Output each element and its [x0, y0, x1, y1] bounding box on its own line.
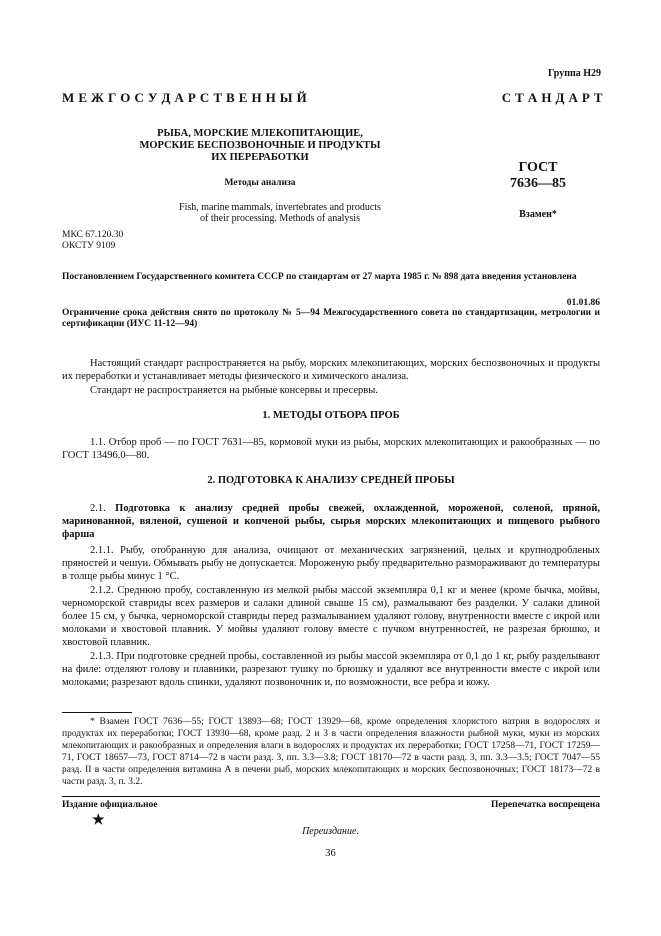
replaces-label: Взамен*	[519, 209, 557, 220]
title-line: РЫБА, МОРСКИЕ МЛЕКОПИТАЮЩИЕ,	[157, 128, 363, 139]
section-paragraph: 1.1. Отбор проб — по ГОСТ 7631—85, кормовой муки из рыбы, морских млекопитающих и ракообразных — по ГОСТ 13496.0—80.	[62, 437, 600, 461]
official-edition: Издание официальное	[62, 800, 158, 810]
title-line: ИХ ПЕРЕРАБОТКИ	[211, 152, 309, 163]
section-paragraph: 2.1.3. При подготовке средней пробы, составленной из рыбы массой экземпляра от 0,1 до 1 кг, рыбу разделывают на филе: отделяют голову и плавники, разрезают тушку по брюшку и удаляют все внутренности вместе с икрой или молоками; разрезают вдоль спинки, удаляют позвоночник и, по возможности, все ребра и кожу.	[62, 651, 600, 688]
mks-code: МКС 67.120.30	[62, 230, 124, 240]
section-paragraph: 2.1.1. Рыбу, отобранную для анализа, очищают от механических загрязнений, целых и крупнодробленых пряностей и чешуи. Обмывать рыбу не допускается. Мороженую рыбу предварительно размораживают до температуры в толще рыбы минус 1 °С.	[62, 545, 600, 582]
page-number: 36	[325, 848, 336, 859]
reprint-notice: Перепечатка воспрещена	[490, 800, 600, 810]
section-heading: 1. МЕТОДЫ ОТБОРА ПРОБ	[262, 410, 400, 421]
clause-number: 2.1.	[90, 503, 106, 514]
gost-number: 7636—85	[510, 176, 566, 191]
banner-interstate: М Е Ж Г О С У Д А Р С Т В Е Н Н Ы Й	[62, 90, 308, 105]
clause-title: Подготовка к анализу средней пробы свежей, охлажденной, мороженой, соленой, пряной, маринованной, вяленой, сушеной и копченой рыбы, сырья морских млекопитающих и пищевого рыбного фарша	[62, 503, 601, 540]
decree-text: Постановлением Государственного комитета СССР по стандартам от 27 марта 1985 г. № 898 дата введения установлена	[62, 272, 577, 282]
document-subtitle: Методы анализа	[224, 178, 296, 188]
english-title-line: of their processing. Methods of analysis	[200, 213, 360, 224]
english-title	[160, 202, 400, 224]
effective-date: 01.01.86	[566, 298, 600, 308]
footer-divider	[62, 796, 600, 797]
section-heading: 2. ПОДГОТОВКА К АНАЛИЗУ СРЕДНЕЙ ПРОБЫ	[207, 475, 455, 486]
title-line: МОРСКИЕ БЕСПОЗВОНОЧНЫЕ И ПРОДУКТЫ	[139, 140, 381, 151]
reissue-note: Переиздание.	[302, 826, 359, 837]
english-title-line: Fish, marine mammals, invertebrates and products	[179, 202, 381, 213]
okstu-code: ОКСТУ 9109	[62, 241, 116, 251]
document-title	[100, 128, 420, 164]
star-icon: ★	[92, 813, 105, 828]
intro-paragraph: Стандарт не распространяется на рыбные консервы и пресервы.	[90, 385, 378, 396]
banner-standard: С Т А Н Д А Р Т	[501, 90, 603, 105]
intro-paragraph: Настоящий стандарт распространяется на рыбу, морских млекопитающих, морских беспозвоночных и продукты их переработки и устанавливает методы физического и химического анализа.	[62, 358, 600, 382]
classification-group: Группа Н29	[548, 68, 601, 79]
classification-codes	[62, 230, 123, 252]
gost-designation	[498, 160, 578, 192]
footnote: * Взамен ГОСТ 7636—55; ГОСТ 13893—68; ГОСТ 13929—68, кроме определения хлористого натрия в водорослях и продуктах их переработки; ГОСТ 13930—68, кроме разд. 2 и 3 в части определения влажности рыбной муки, муки из морских млекопитающих и ракообразных и определения влаги в водорослях и продуктах их переработки; ГОСТ 17258—71, ГОСТ 17259—71, ГОСТ 18657—73, ГОСТ 8714—72 в части разд. 3, пп. 3.3—3.8; ГОСТ 18170—72 в части разд. 3, пп. 3.3—3.5; ГОСТ 7047—55 разд. II в части определения витамина А в печени рыб, морских млекопитающих и морских беспозвоночных; ГОСТ 18173—72 в части разд. 3, п. 3.2.	[62, 717, 600, 787]
limitation-note: Ограничение срока действия снято по протоколу № 5—94 Межгосударственного совета по стандартизации, метрологии и сертификации (ИУС 11-12—94)	[62, 308, 600, 329]
gost-label: ГОСТ	[518, 160, 558, 175]
footnote-divider	[62, 712, 132, 713]
standard-banner	[62, 90, 603, 106]
section-paragraph	[62, 502, 600, 541]
section-paragraph: 2.1.2. Среднюю пробу, составленную из мелкой рыбы массой экземпляра 0,1 кг и менее (кроме бычка, мойвы, черноморской ставриды всех размеров и салаки длиной свыше 15 см), размалывают без разделки. У салаки длиной более 15 см, у бычка, черноморской ставриды перед размалыванием удаляют голову, внутренности вместе с икрой или молоками и хвостовой плавник. У мойвы удаляют голову вместе с пучком внутренностей, не разрезая брюшко, и хвостовой плавник.	[62, 585, 600, 648]
